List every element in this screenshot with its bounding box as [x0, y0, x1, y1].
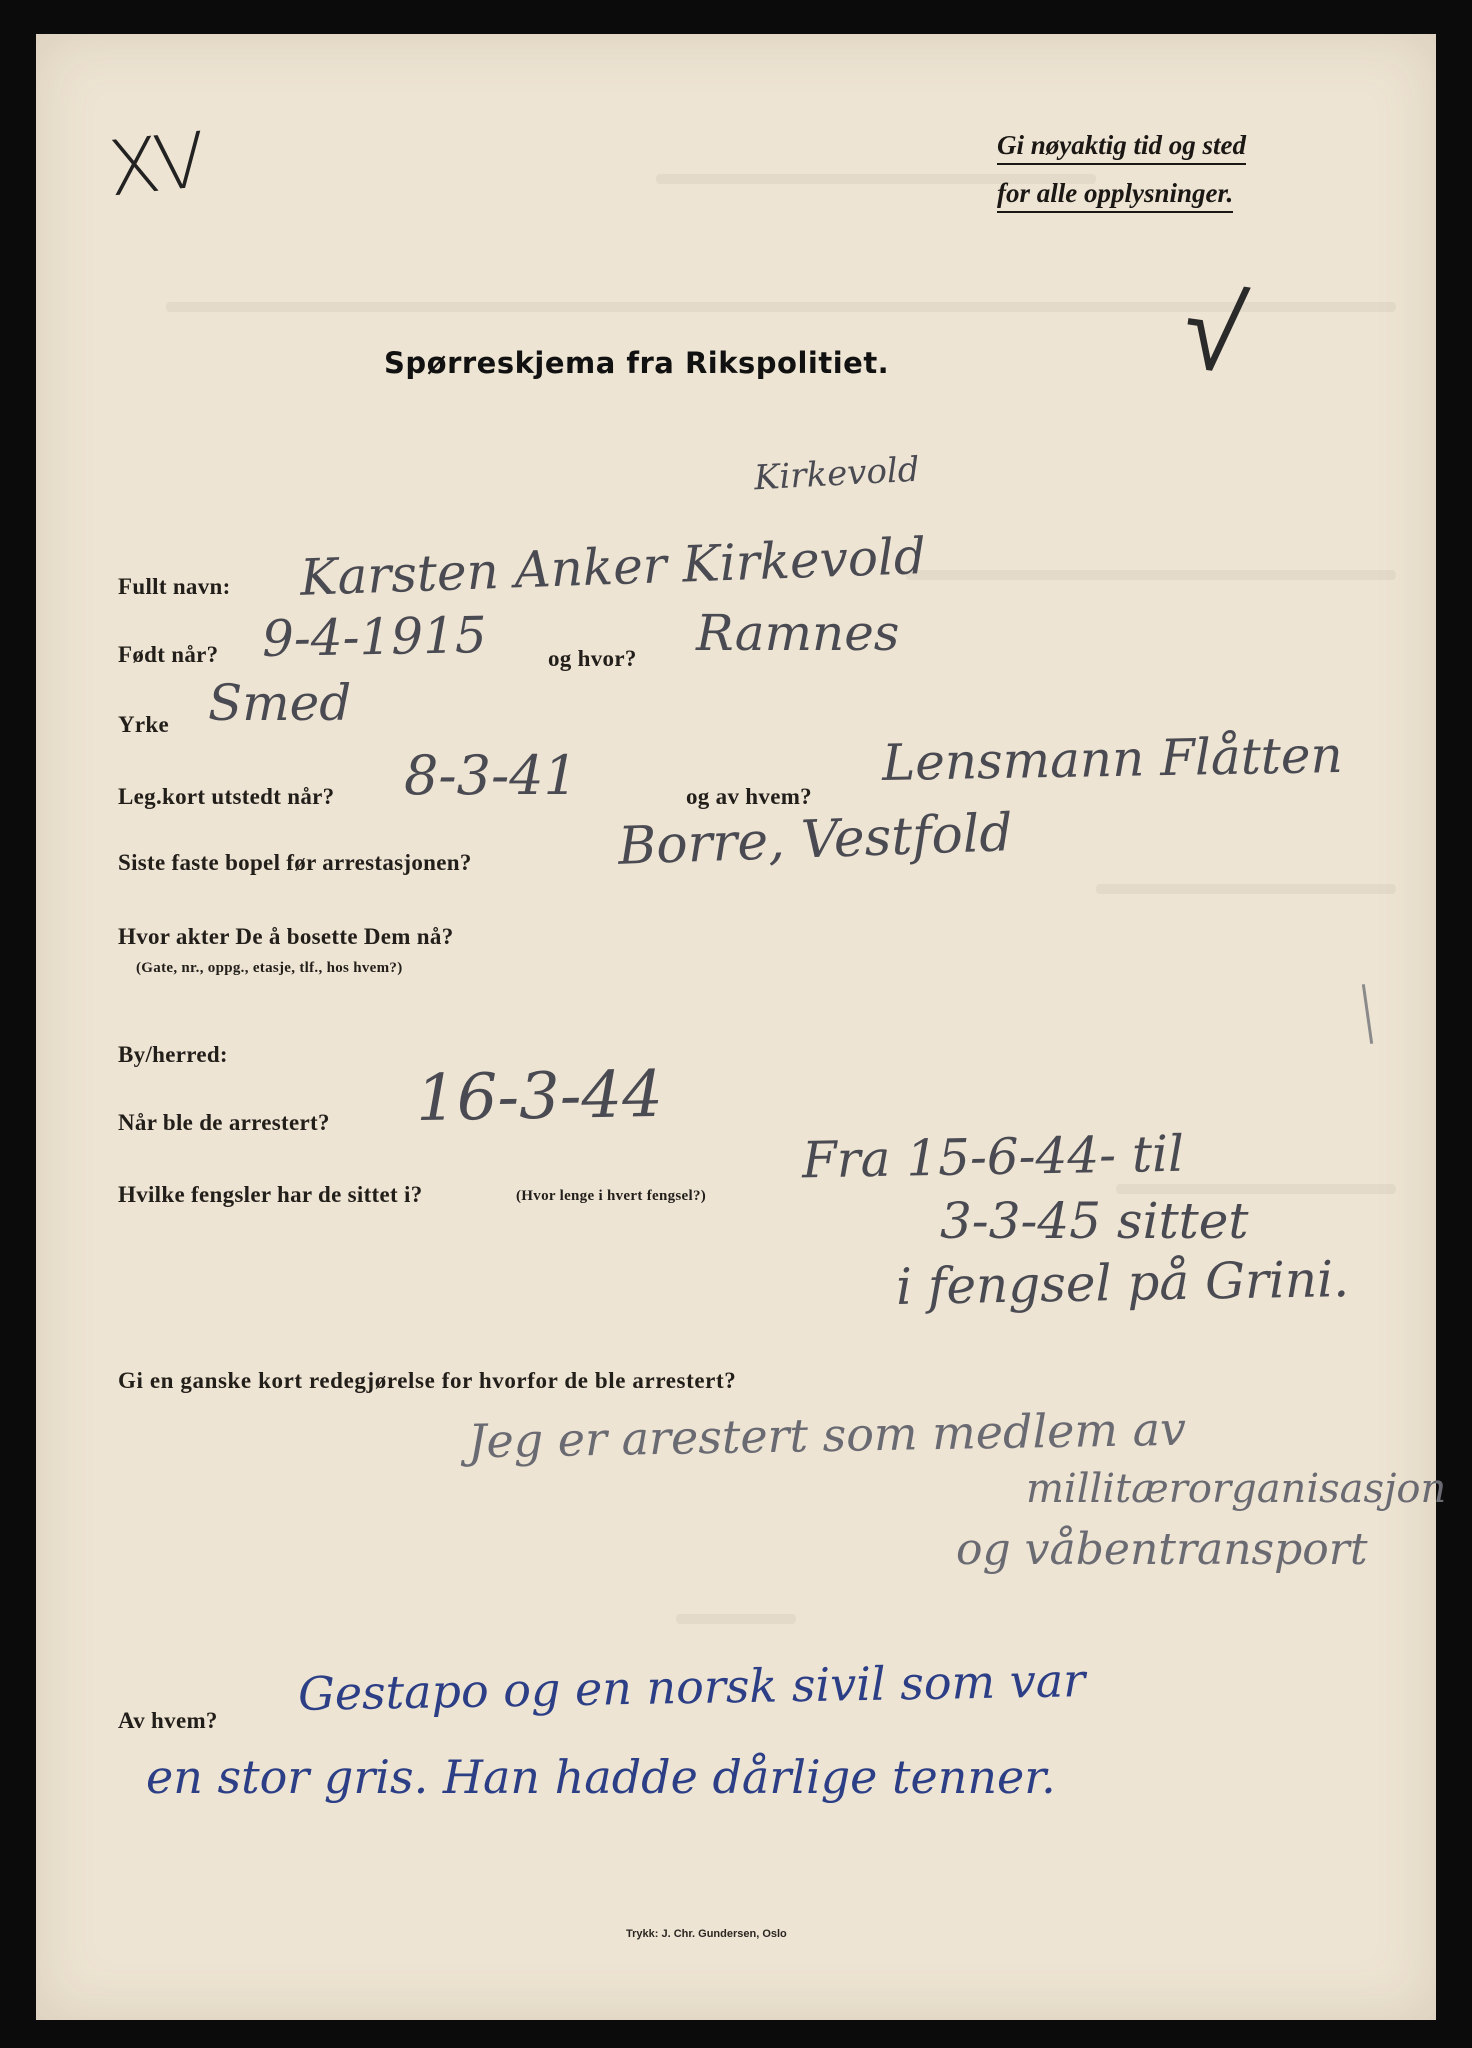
bleed-through-line	[906, 570, 1396, 580]
settle-label: Hvor akter De å bosette Dem nå?	[118, 924, 454, 949]
settle-hint: (Gate, nr., oppg., etasje, tlf., hos hvem?)	[136, 960, 403, 976]
by-whom-value-line2: en stor gris. Han hadde dårlige tenner.	[146, 1750, 1056, 1804]
bleed-through-line	[676, 1614, 796, 1624]
instruction-notice-line1: Gi nøyaktig tid og sted	[997, 130, 1246, 165]
name-correction: Kirkevold	[753, 449, 921, 499]
prisons-value-line2: 3-3-45 sittet	[940, 1192, 1249, 1250]
questionnaire-sheet	[36, 34, 1447, 2020]
margin-tick	[1362, 984, 1373, 1044]
born-when-value: 9-4-1915	[261, 606, 488, 668]
reason-value-line3: og våbentransport	[956, 1524, 1368, 1575]
id-card-label: Leg.kort utstedt når?	[118, 784, 335, 809]
prisons-value-line3: i fengsel på Grini.	[895, 1250, 1350, 1316]
by-whom-label: Av hvem?	[118, 1708, 218, 1733]
full-name-value: Karsten Anker Kirkevold	[299, 527, 927, 607]
bleed-through-line	[1096, 884, 1396, 894]
last-address-label: Siste faste bopel før arrestasjonen?	[118, 850, 472, 875]
full-name-label: Fullt navn:	[118, 574, 231, 599]
prisons-hint: (Hvor lenge i hvert fengsel?)	[516, 1188, 707, 1204]
town-label: By/herred:	[118, 1042, 228, 1067]
form-title: Spørreskjema fra Rikspolitiet.	[384, 346, 890, 380]
prisons-label: Hvilke fengsler har de sittet i?	[118, 1182, 423, 1207]
occupation-value: Smed	[208, 674, 352, 732]
born-where-value: Ramnes	[696, 604, 900, 662]
reason-value-line1: Jeg er arestert som medlem av	[467, 1401, 1187, 1469]
born-when-label: Født når?	[118, 642, 219, 667]
reason-value-line2: millitærorganisasjon	[1026, 1466, 1447, 1512]
prisons-value-line1: Fra 15-6-44- til	[801, 1124, 1185, 1190]
id-card-value: 8-3-41	[404, 744, 578, 807]
id-card-by-label: og av hvem?	[686, 784, 812, 809]
printer-imprint: Trykk: J. Chr. Gundersen, Oslo	[626, 1928, 787, 1940]
arrested-label: Når ble de arrestert?	[118, 1110, 330, 1135]
reason-label: Gi en ganske kort redegjørelse for hvorfor de ble arrestert?	[118, 1368, 737, 1393]
instruction-notice-line2: for alle opplysninger.	[997, 178, 1233, 213]
arrested-value: 16-3-44	[415, 1057, 664, 1137]
occupation-label: Yrke	[118, 712, 170, 737]
check-mark-top-right: √	[1175, 264, 1253, 400]
id-card-by-value: Lensmann Flåtten	[881, 725, 1344, 793]
born-where-label: og hvor?	[548, 646, 637, 671]
last-address-value: Borre, Vestfold	[617, 803, 1014, 877]
corner-mark: XV	[103, 115, 205, 214]
by-whom-value-line1: Gestapo og en norsk sivil som var	[297, 1653, 1086, 1721]
